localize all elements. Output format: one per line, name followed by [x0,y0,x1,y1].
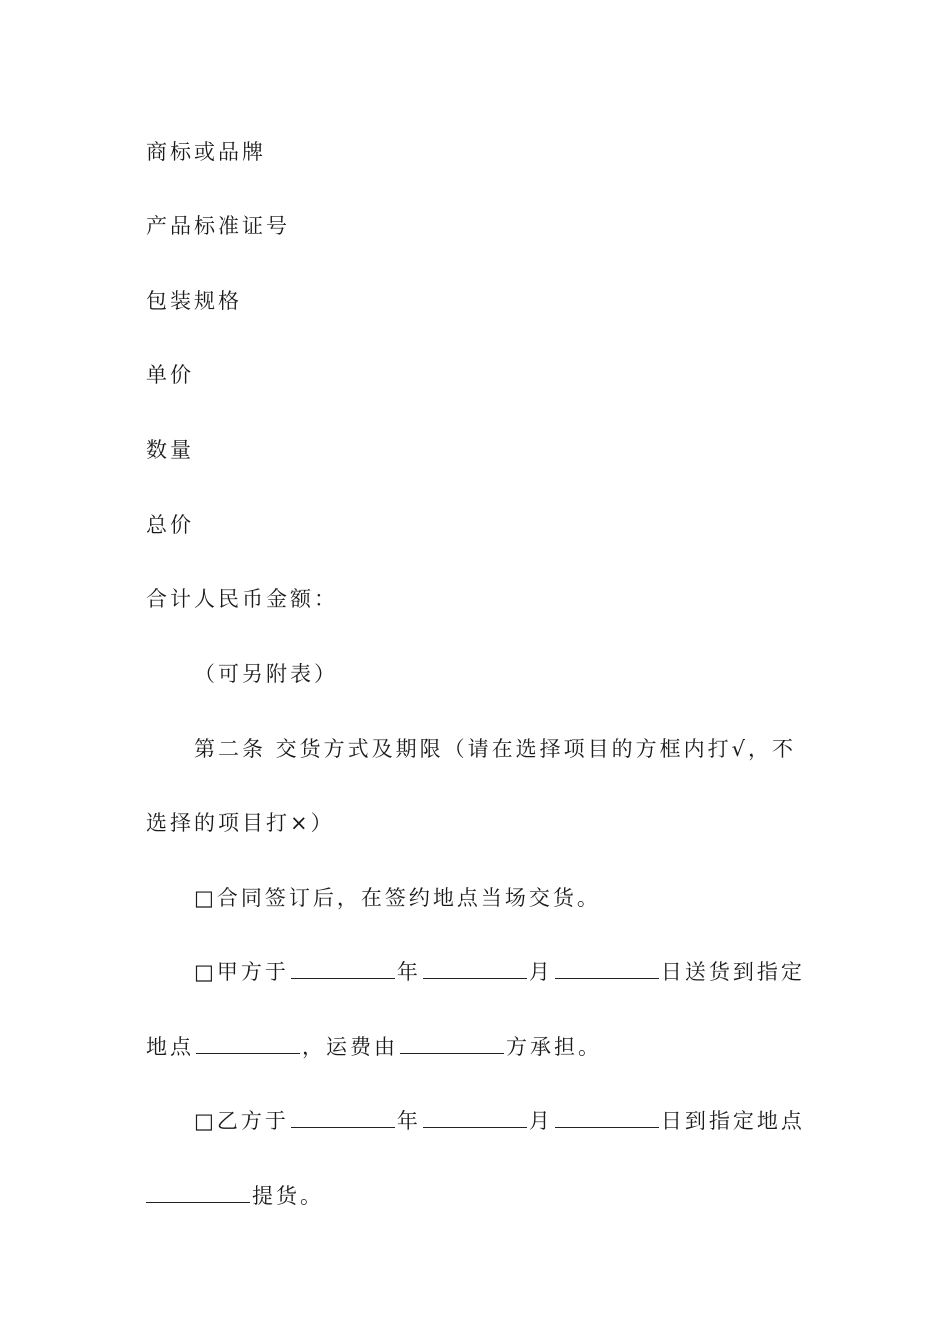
day-label: 日送货到指定 [660,960,805,984]
month-blank[interactable] [423,1107,527,1128]
option-party-a-prefix: □甲方于 [194,960,289,984]
bear-label: 方承担。 [506,1035,602,1059]
place-blank[interactable] [196,1033,300,1054]
year-label: 年 [396,960,421,984]
place-label: 地点 [146,1035,194,1059]
day-label: 日到指定地点 [660,1109,805,1133]
freight-party-blank[interactable] [400,1033,504,1054]
table-note: （可另附表） [194,662,338,686]
option-party-b-prefix: □乙方于 [194,1109,289,1133]
option-party-b-pickup-line2 [146,1182,324,1210]
year-label: 年 [396,1109,421,1133]
month-label: 月 [528,960,553,984]
article2-heading-line2: 选择的项目打×） [146,811,335,835]
pickup-label: 提货。 [252,1184,324,1208]
day-blank[interactable] [555,958,659,979]
month-blank[interactable] [423,958,527,979]
field-unit-price: 单价 [146,363,194,387]
field-quantity: 数量 [146,438,194,462]
month-label: 月 [528,1109,553,1133]
option-onsite-delivery: □合同签订后，在签约地点当场交货。 [194,886,601,910]
field-trademark: 商标或品牌 [146,140,266,164]
year-blank[interactable] [291,958,395,979]
freight-label: ，运费由 [302,1035,398,1059]
option-party-a-delivery-line2 [146,1033,602,1061]
field-packaging-spec: 包装规格 [146,289,242,313]
pickup-place-blank[interactable] [146,1182,250,1203]
option-party-b-pickup-line1 [194,1107,805,1135]
field-total-rmb-amount: 合计人民币金额： [146,587,338,611]
option-party-a-delivery-line1 [194,958,805,986]
field-standard-number: 产品标准证号 [146,214,290,238]
article2-heading-line1: 第二条 交货方式及期限（请在选择项目的方框内打√，不 [194,737,797,761]
field-total-price: 总价 [146,513,194,537]
day-blank[interactable] [555,1107,659,1128]
year-blank[interactable] [291,1107,395,1128]
